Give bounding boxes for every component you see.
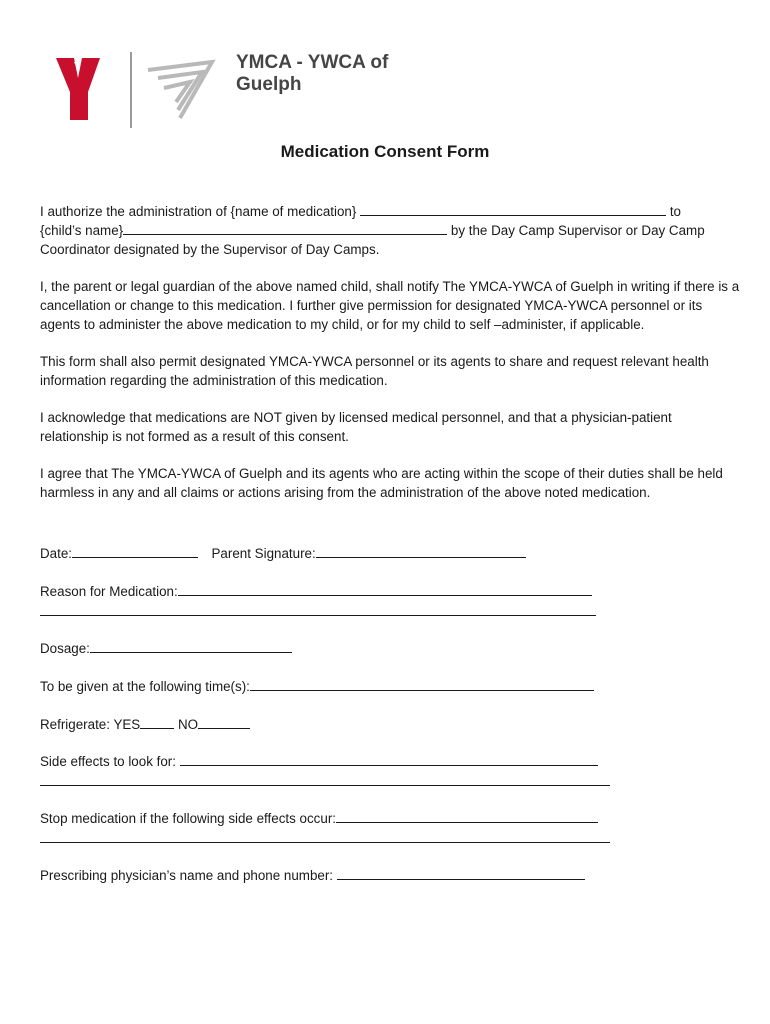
- reason-field[interactable]: [178, 582, 592, 596]
- auth-to: to: [669, 204, 681, 219]
- date-signature-row: [40, 544, 526, 563]
- dosage-row: [40, 639, 292, 658]
- reason-label: Reason for Medication:: [40, 584, 178, 599]
- side-effects-field[interactable]: [180, 752, 598, 766]
- physician-label: Prescribing physician’s name and phone number:: [40, 868, 334, 883]
- org-name: [236, 52, 388, 96]
- reason-row: [40, 582, 592, 601]
- acknowledge-paragraph: I acknowledge that medications are NOT given by licensed medical personnel, and that a physician-patient relationship is not formed as a result of this consent.: [40, 410, 672, 444]
- times-row: [40, 677, 594, 696]
- refrigerate-label: Refrigerate: YES: [40, 717, 141, 732]
- side-effects-label: Side effects to look for:: [40, 754, 176, 769]
- stop-medication-field[interactable]: [336, 809, 598, 823]
- refrigerate-no-label: NO: [177, 717, 199, 732]
- refrigerate-row: [40, 715, 250, 734]
- org-name-line1: YMCA - YWCA of: [236, 52, 389, 73]
- parent-notify-paragraph: I, the parent or legal guardian of the above named child, shall notify The YMCA-YWCA of Guelph in writing if there is a cancellation or change to this medication. I further give permission for designated YMCA-YWCA personnel or its agents to administer the above medication to my child, or for my child to self –administer, if applicable.: [40, 279, 740, 332]
- reason-field-line2[interactable]: [40, 614, 596, 616]
- stop-medication-row: [40, 809, 598, 828]
- org-name-line2: Guelph: [236, 74, 302, 95]
- dosage-label: Dosage:: [40, 641, 90, 656]
- parent-signature-field[interactable]: [316, 544, 526, 558]
- parent-signature-label: Parent Signature:: [211, 546, 316, 561]
- auth-text-4: Coordinator designated by the Supervisor of Day Camps.: [40, 242, 380, 257]
- share-info-paragraph: This form shall also permit designated YMCA-YWCA personnel or its agents to share and request relevant health information regarding the administration of this medication.: [40, 354, 709, 388]
- authorization-paragraph: [40, 202, 740, 259]
- side-effects-field-line2[interactable]: [40, 784, 610, 786]
- medication-name-field[interactable]: [360, 202, 666, 216]
- logo-divider: [130, 52, 132, 128]
- side-effects-row: [40, 752, 598, 771]
- refrigerate-yes-field[interactable]: [140, 715, 174, 729]
- date-label: Date:: [40, 546, 73, 561]
- ymca-logo-icon: [56, 58, 100, 120]
- physician-row: [40, 866, 585, 885]
- auth-text-1: I authorize the administration of {name of medication}: [40, 204, 357, 219]
- child-name-field[interactable]: [123, 221, 447, 235]
- agree-paragraph: I agree that The YMCA-YWCA of Guelph and its agents who are acting within the scope of their duties shall be held harmless in any and all claims or actions arising from the administration of the above noted medication.: [40, 466, 723, 500]
- auth-text-2: {child’s name}: [40, 223, 124, 238]
- refrigerate-no-field[interactable]: [198, 715, 250, 729]
- times-label: To be given at the following time(s):: [40, 679, 250, 694]
- form-body: [40, 202, 740, 520]
- form-title: Medication Consent Form: [280, 142, 490, 161]
- dosage-field[interactable]: [90, 639, 292, 653]
- auth-text-3: by the Day Camp Supervisor or Day Camp: [450, 223, 705, 238]
- date-field[interactable]: [72, 544, 198, 558]
- stop-medication-label: Stop medication if the following side effects occur:: [40, 811, 336, 826]
- physician-field[interactable]: [337, 866, 585, 880]
- times-field[interactable]: [250, 677, 594, 691]
- stop-medication-field-line2[interactable]: [40, 841, 610, 843]
- ywca-logo-icon: [148, 62, 212, 118]
